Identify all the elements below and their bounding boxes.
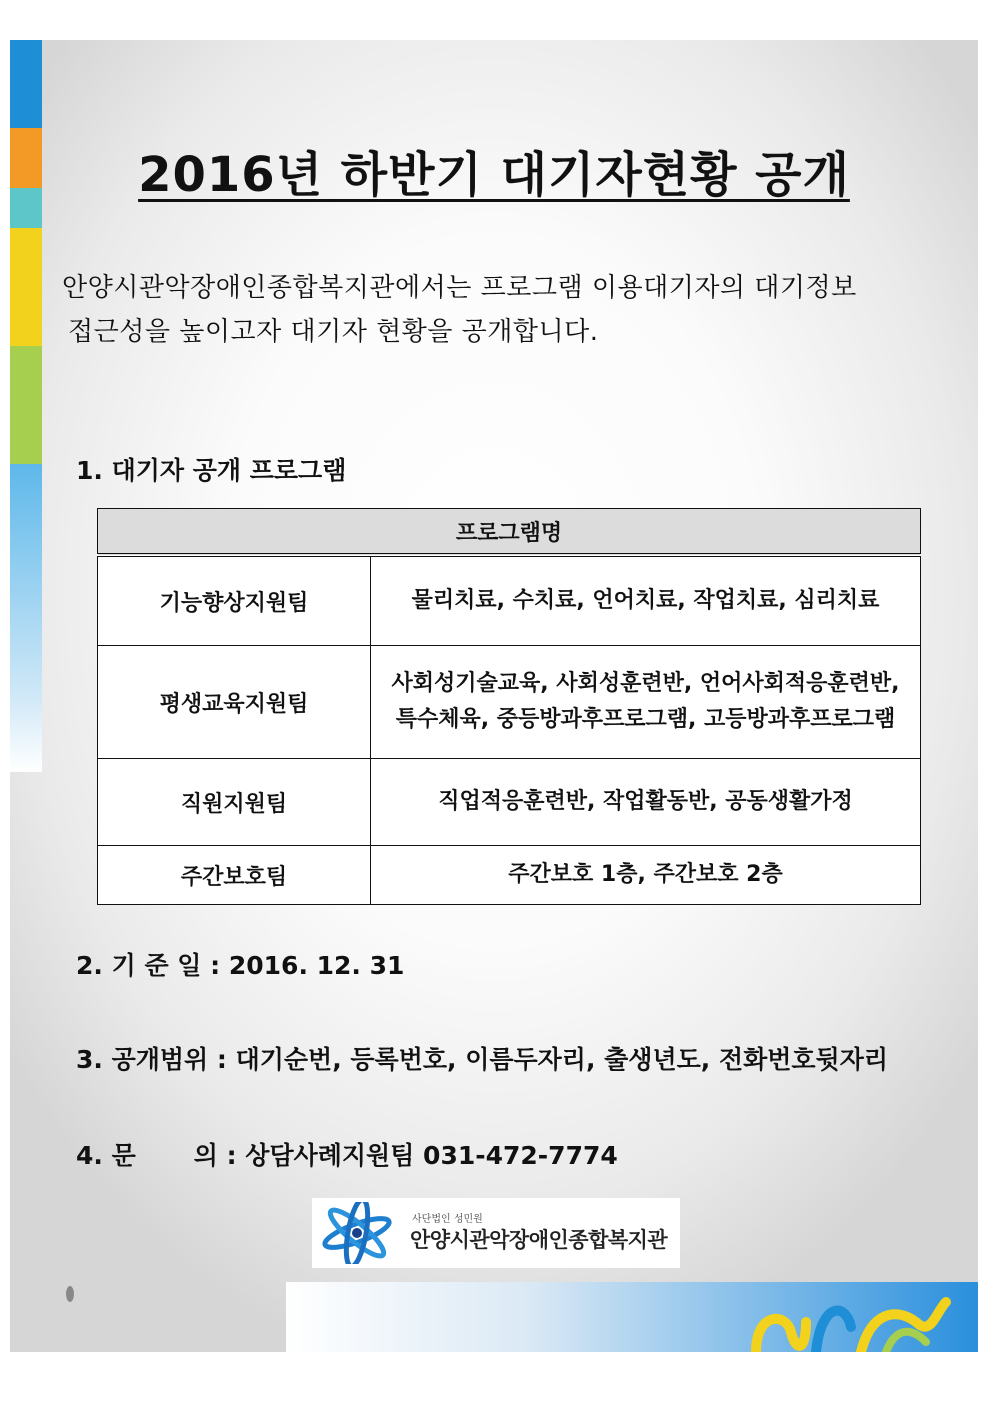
page-title: [10, 136, 978, 205]
organization-logo: [312, 1198, 680, 1268]
table-row: [98, 555, 921, 646]
programs-line: 사회성기술교육, 사회성훈련반, 언어사회적응훈련반,: [391, 671, 900, 696]
decorative-swirl-graphic: [286, 1282, 978, 1352]
contact-value: 의 : 상담사례지원팀 031-472-7774: [193, 1141, 618, 1170]
side-stripe-lightblue: [10, 464, 42, 772]
programs-line: 특수체육, 중등방과후프로그램, 고등방과후프로그램: [395, 707, 896, 732]
logo-name: 안양시관악장애인종합복지관: [410, 1228, 668, 1252]
team-cell: 평생교육지원팀: [98, 646, 371, 759]
team-cell: 주간보호팀: [98, 846, 371, 905]
intro-paragraph: [62, 266, 942, 354]
team-cell: 기능향상지원팀: [98, 555, 371, 646]
section-1-heading: 1. 대기자 공개 프로그램: [76, 456, 347, 485]
team-cell: 직원지원팀: [98, 759, 371, 846]
section-4-contact: [76, 1136, 618, 1172]
programs-cell: [371, 846, 921, 905]
section-2-base-date: 2. 기 준 일 : 2016. 12. 31: [76, 951, 405, 980]
table-row: [98, 759, 921, 846]
table-row: [98, 646, 921, 759]
programs-cell: [371, 646, 921, 759]
document-page: [10, 40, 978, 1352]
programs-line: 물리치료, 수치료, 언어치료, 작업치료, 심리치료: [411, 588, 880, 613]
program-table: [97, 508, 921, 905]
section-3-scope: 3. 공개범위 : 대기순번, 등록번호, 이름두자리, 출생년도, 전화번호뒷자리: [76, 1045, 889, 1074]
side-stripe-yellow: [10, 228, 42, 346]
intro-line-2: 접근성을 높이고자 대기자 현황을 공개합니다.: [68, 317, 599, 347]
side-stripe-green: [10, 346, 42, 464]
star-flower-logo-icon: [314, 1202, 400, 1264]
side-stripe-blue: [10, 40, 42, 128]
page-dot: [66, 1286, 74, 1302]
table-row: [98, 846, 921, 905]
bottom-decorative-band: [286, 1282, 978, 1352]
table-header: 프로그램명: [98, 509, 921, 556]
page-title-text: 2016년 하반기 대기자현황 공개: [138, 147, 850, 203]
programs-cell: [371, 555, 921, 646]
intro-line-1: 안양시관악장애인종합복지관에서는 프로그램 이용대기자의 대기정보: [62, 273, 857, 303]
programs-line: 직업적응훈련반, 작업활동반, 공동생활가정: [438, 789, 853, 814]
logo-subtitle: 사단법인 성민원: [412, 1214, 483, 1225]
contact-label: 4. 문: [76, 1141, 136, 1170]
programs-line: 주간보호 1층, 주간보호 2층: [508, 862, 783, 887]
programs-cell: [371, 759, 921, 846]
